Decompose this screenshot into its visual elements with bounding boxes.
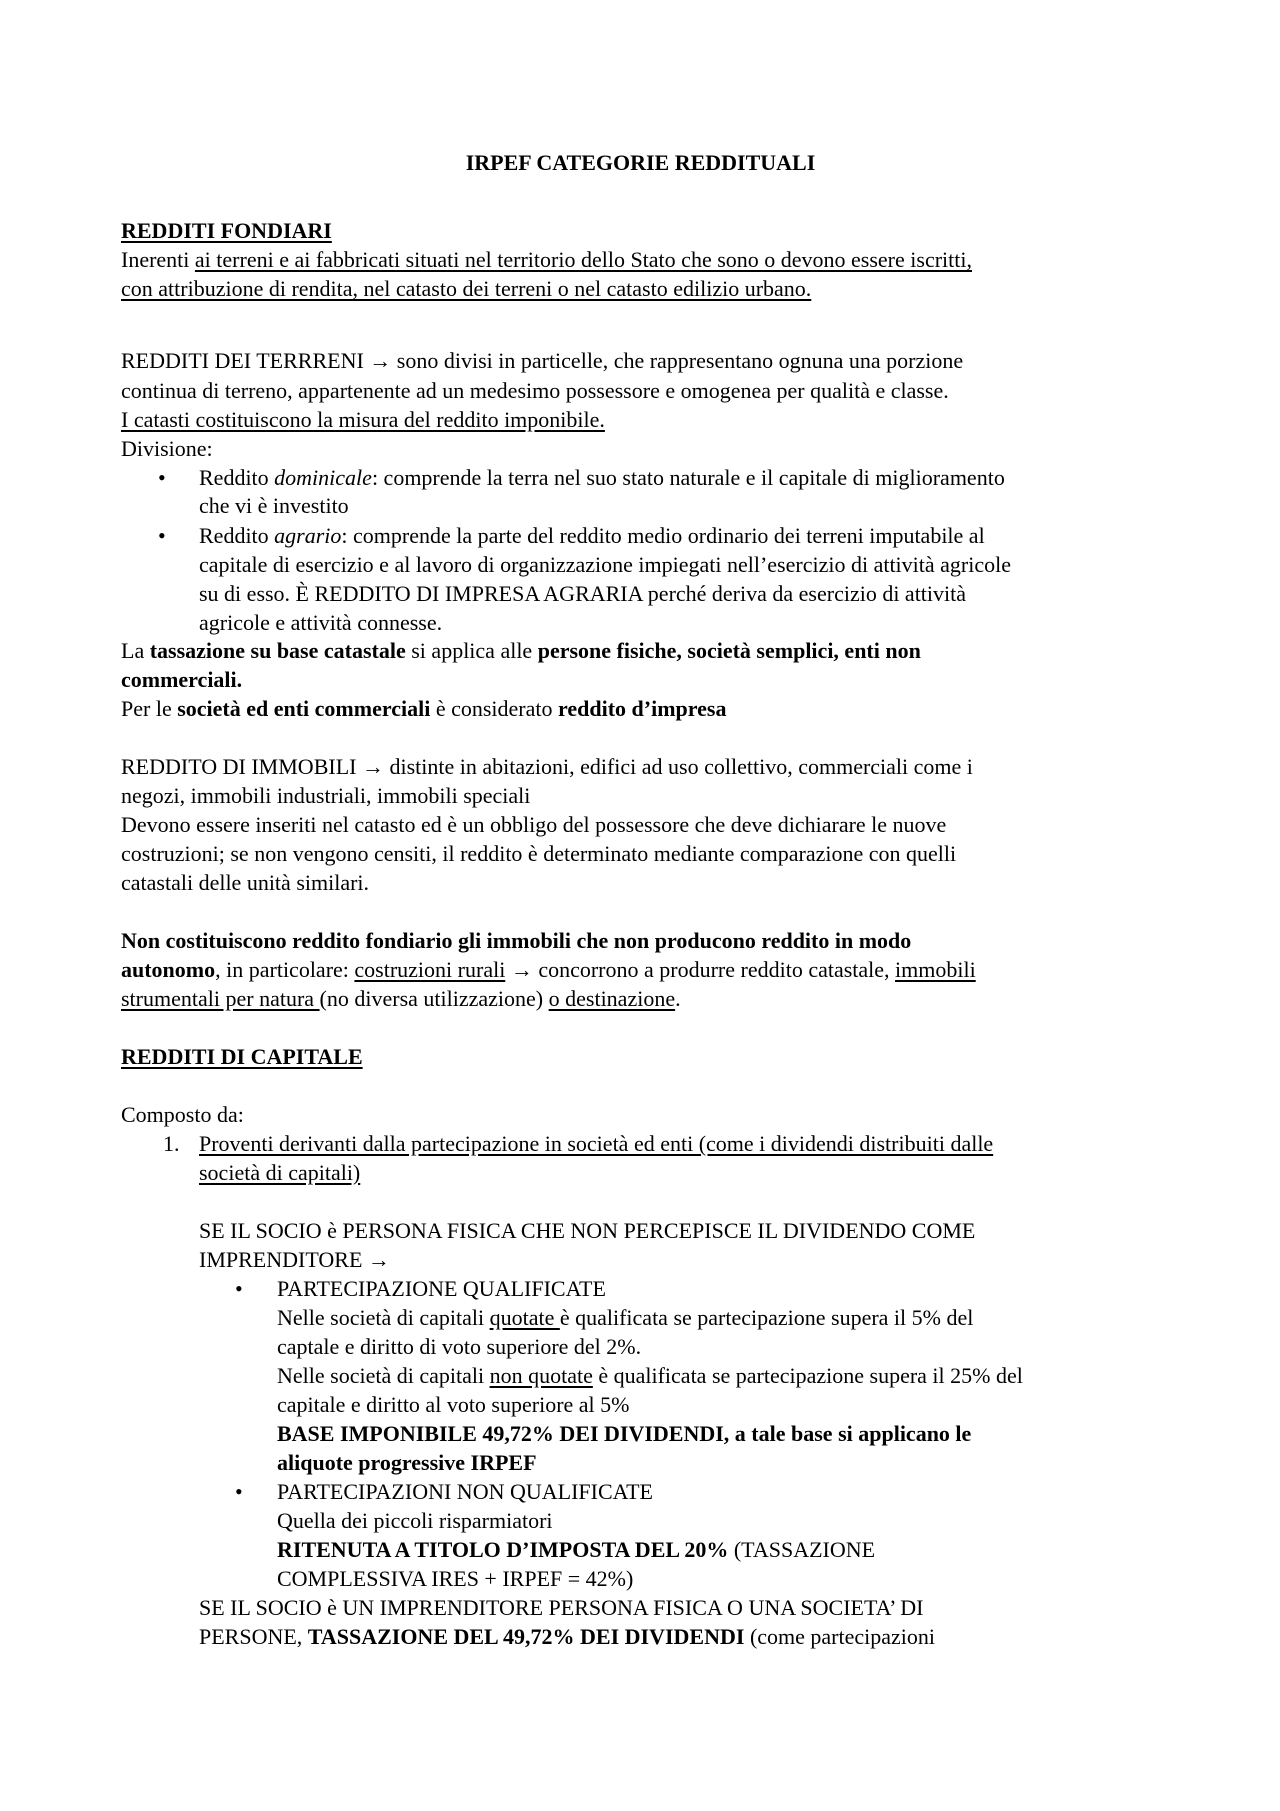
socio-persona-line1: SE IL SOCIO è PERSONA FISICA CHE NON PERCEPISCE IL DIVIDENDO COME	[199, 1218, 976, 1243]
non-qualificate-line2: RITENUTA A TITOLO D’IMPOSTA DEL 20% (TASSAZIONE	[277, 1537, 876, 1562]
non-fondiario-line3: strumentali per natura (no diversa utilizzazione) o destinazione.	[121, 986, 681, 1011]
non-fondiario-line1: Non costituiscono reddito fondiario gli immobili che non producono reddito in modo	[121, 928, 912, 953]
non-qualificate-line1: Quella dei piccoli risparmiatori	[277, 1508, 553, 1533]
non-qualificate-heading: PARTECIPAZIONI NON QUALIFICATE	[277, 1479, 653, 1504]
qualificate-line3: Nelle società di capitali non quotate è qualificata se partecipazione supera il 25% del	[277, 1363, 1023, 1388]
qualificate-line1: Nelle società di capitali quotate è qualificata se partecipazione supera il 5% del	[277, 1305, 974, 1330]
reddito-agrario-line4: agricole e attività connesse.	[199, 610, 443, 635]
qualificate-bold-line1: BASE IMPONIBILE 49,72% DEI DIVIDENDI, a tale base si applicano le	[277, 1421, 972, 1446]
non-qualificate-line3: COMPLESSIVA IRES + IRPEF = 42%)	[277, 1566, 634, 1591]
composto-label: Composto da:	[121, 1102, 244, 1127]
fondiari-intro-line1: Inerenti ai terreni e ai fabbricati situati nel territorio dello Stato che sono o devono essere iscritti,	[121, 247, 972, 272]
immobili-line5: catastali delle unità similari.	[121, 870, 370, 895]
immobili-line3: Devono essere inseriti nel catasto ed è un obbligo del possessore che deve dichiarare le nuove	[121, 812, 947, 837]
immobili-line4: costruzioni; se non vengono censiti, il reddito è determinato mediante comparazione con quelli	[121, 841, 957, 866]
societa-commerciali-line: Per le società ed enti commerciali è considerato reddito d’impresa	[121, 696, 727, 721]
reddito-dominicale-line2: che vi è investito	[199, 493, 349, 518]
non-fondiario-line2: autonomo, in particolare: costruzioni rurali → concorrono a produrre reddito catastale, immobili	[121, 957, 976, 982]
bullet: •	[235, 1276, 243, 1301]
bullet: •	[235, 1479, 243, 1504]
terreni-line2: continua di terreno, appartenente ad un medesimo possessore e omogenea per qualità e classe.	[121, 378, 949, 403]
qualificate-line4: capitale e diritto al voto superiore al 5%	[277, 1392, 630, 1417]
terreni-line1: REDDITI DEI TERRRENI → sono divisi in particelle, che rappresentano ognuna una porzione	[121, 348, 964, 373]
socio-persona-line2: IMPRENDITORE →	[199, 1247, 390, 1272]
socio-imprenditore-line1: SE IL SOCIO è UN IMPRENDITORE PERSONA FISICA O UNA SOCIETA’ DI	[199, 1595, 924, 1620]
reddito-agrario-line3: su di esso. È REDDITO DI IMPRESA AGRARIA perché deriva da esercizio di attività	[199, 581, 967, 606]
bullet: •	[158, 523, 166, 548]
fondiari-intro-line2: con attribuzione di rendita, nel catasto dei terreni o nel catasto edilizio urbano.	[121, 276, 812, 301]
page-title: IRPEF CATEGORIE REDDITUALI	[465, 150, 816, 175]
tassazione-line1: La tassazione su base catastale si applica alle persone fisiche, società semplici, enti non	[121, 638, 921, 663]
section-heading-fondiari: REDDITI FONDIARI	[121, 218, 332, 243]
proventi-line1: Proventi derivanti dalla partecipazione in società ed enti (come i dividendi distribuiti dalle	[199, 1131, 994, 1156]
reddito-agrario-line2: capitale di esercizio e al lavoro di organizzazione impiegati nell’esercizio di attività agricole	[199, 552, 1012, 577]
list-number: 1.	[163, 1131, 180, 1156]
catasti-line: I catasti costituiscono la misura del reddito imponibile.	[121, 407, 605, 432]
reddito-agrario-line1: Reddito agrario: comprende la parte del reddito medio ordinario dei terreni imputabile al	[199, 523, 985, 548]
bullet: •	[158, 465, 166, 490]
tassazione-line2: commerciali.	[121, 667, 243, 692]
divisione-label: Divisione:	[121, 436, 213, 461]
reddito-dominicale-line1: Reddito dominicale: comprende la terra nel suo stato naturale e il capitale di miglioramento	[199, 465, 1005, 490]
socio-imprenditore-line2: PERSONE, TASSAZIONE DEL 49,72% DEI DIVIDENDI (come partecipazioni	[199, 1624, 936, 1649]
qualificate-line2: captale e diritto di voto superiore del 2%.	[277, 1334, 642, 1359]
qualificate-bold-line2: aliquote progressive IRPEF	[277, 1450, 537, 1475]
proventi-line2: società di capitali)	[199, 1160, 361, 1185]
immobili-line2: negozi, immobili industriali, immobili speciali	[121, 783, 531, 808]
immobili-line1: REDDITO DI IMMOBILI → distinte in abitazioni, edifici ad uso collettivo, commerciali come i	[121, 754, 973, 779]
section-heading-capitale: REDDITI DI CAPITALE	[121, 1044, 363, 1069]
qualificate-heading: PARTECIPAZIONE QUALIFICATE	[277, 1276, 606, 1301]
